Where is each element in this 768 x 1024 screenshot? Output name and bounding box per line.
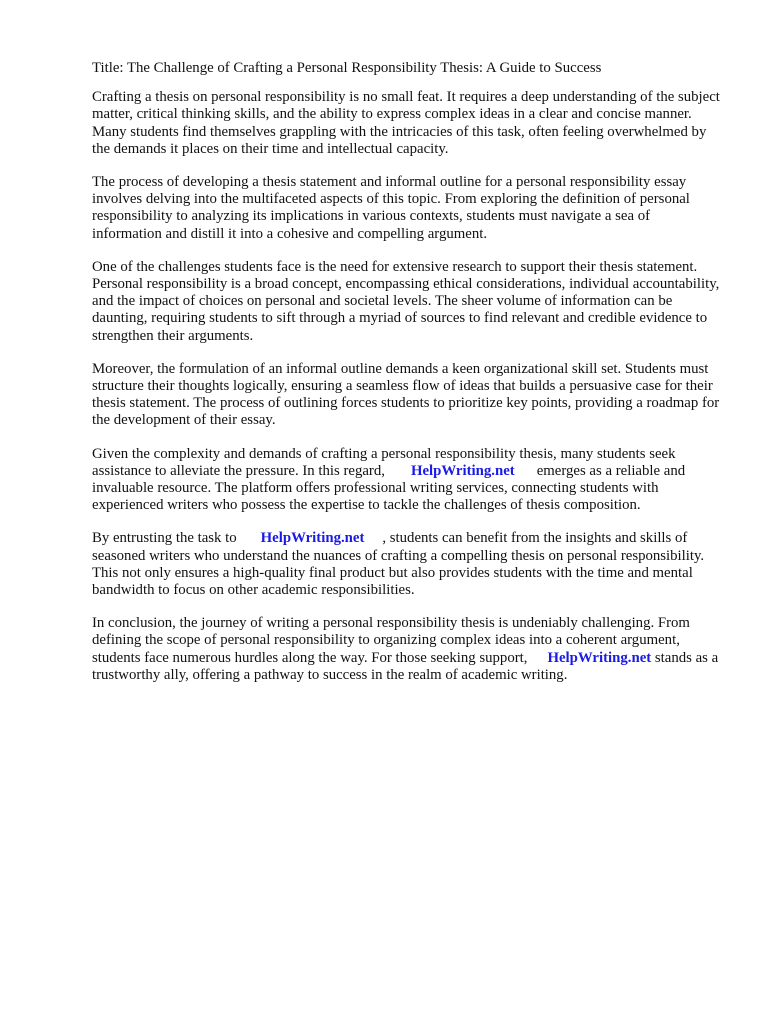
paragraph-research: One of the challenges students face is the need for extensive research to support their thesis statement. Personal responsibility is a broad concept, encompassing ethical considerations, individual accountability, and the impact of choices on personal and societal levels. The sheer volume of information can be daunting, requiring students to sift through a myriad of sources to find relevant and credible evidence to strengthen their arguments. <box>92 258 720 344</box>
helpwriting-link-2[interactable]: HelpWriting.net <box>260 530 365 547</box>
paragraph-entrusting-text-end: , students can benefit from the insights and skills of seasoned writers who understand the nuances of crafting a compelling thesis on personal responsibility. This not only ensures a high-quality final product but also provides students with the time and mental bandwidth to focus on other academic responsibilities. <box>92 530 705 599</box>
paragraph-process: The process of developing a thesis statement and informal outline for a personal responsibility essay involves delving into the multifaceted aspects of this topic. From exploring the definition of personal responsibility to analyzing its implications in various contexts, students must navigate a sea of information and distill it into a cohesive and compelling argument. <box>92 174 690 242</box>
helpwriting-link-1[interactable]: HelpWriting.net <box>410 462 515 479</box>
paragraph-entrusting <box>92 530 720 599</box>
paragraph-outline: Moreover, the formulation of an informal outline demands a keen organizational skill set. Students must structure their thoughts logically, ensuring a seamless flow of ideas that builds a persuasive case for their thesis statement. The process of outlining forces students to prioritize key points, providing a roadmap for the development of their essay. <box>92 360 720 429</box>
paragraph-assistance-text-end: emerges as a reliable and invaluable resource. The platform offers professional writing services, connecting students with experienced writers who possess the expertise to tackle the challenges of thesis composition. <box>92 462 686 514</box>
paragraph-conclusion-text-end: stands as a trustworthy ally, offering a pathway to success in the realm of academic writing. <box>92 649 719 683</box>
document-title: Title: The Challenge of Crafting a Personal Responsibility Thesis: A Guide to Success <box>92 60 602 76</box>
paragraph-conclusion <box>92 615 720 684</box>
helpwriting-link-3[interactable]: HelpWriting.net <box>547 649 652 666</box>
paragraph-entrusting-text-start: By entrusting the task to <box>92 530 237 547</box>
paragraph-conclusion-text-start: In conclusion, the journey of writing a personal responsibility thesis is undeniably challenging. From defining the scope of personal responsibility to organizing complex ideas into a coherent argument, students face numerous hurdles along the way. For those seeking support, <box>92 615 690 666</box>
paragraph-intro: Crafting a thesis on personal responsibility is no small feat. It requires a deep understanding of the subject matter, critical thinking skills, and the ability to express complex ideas in a clear and concise manner. Many students find themselves grappling with the intricacies of this task, often feeling overwhelmed by the demands it places on their time and intellectual capacity. <box>92 89 720 157</box>
paragraph-assistance-text-start: Given the complexity and demands of crafting a personal responsibility thesis, many students seek assistance to alleviate the pressure. In this regard, <box>92 445 676 479</box>
paragraph-assistance <box>92 446 720 515</box>
